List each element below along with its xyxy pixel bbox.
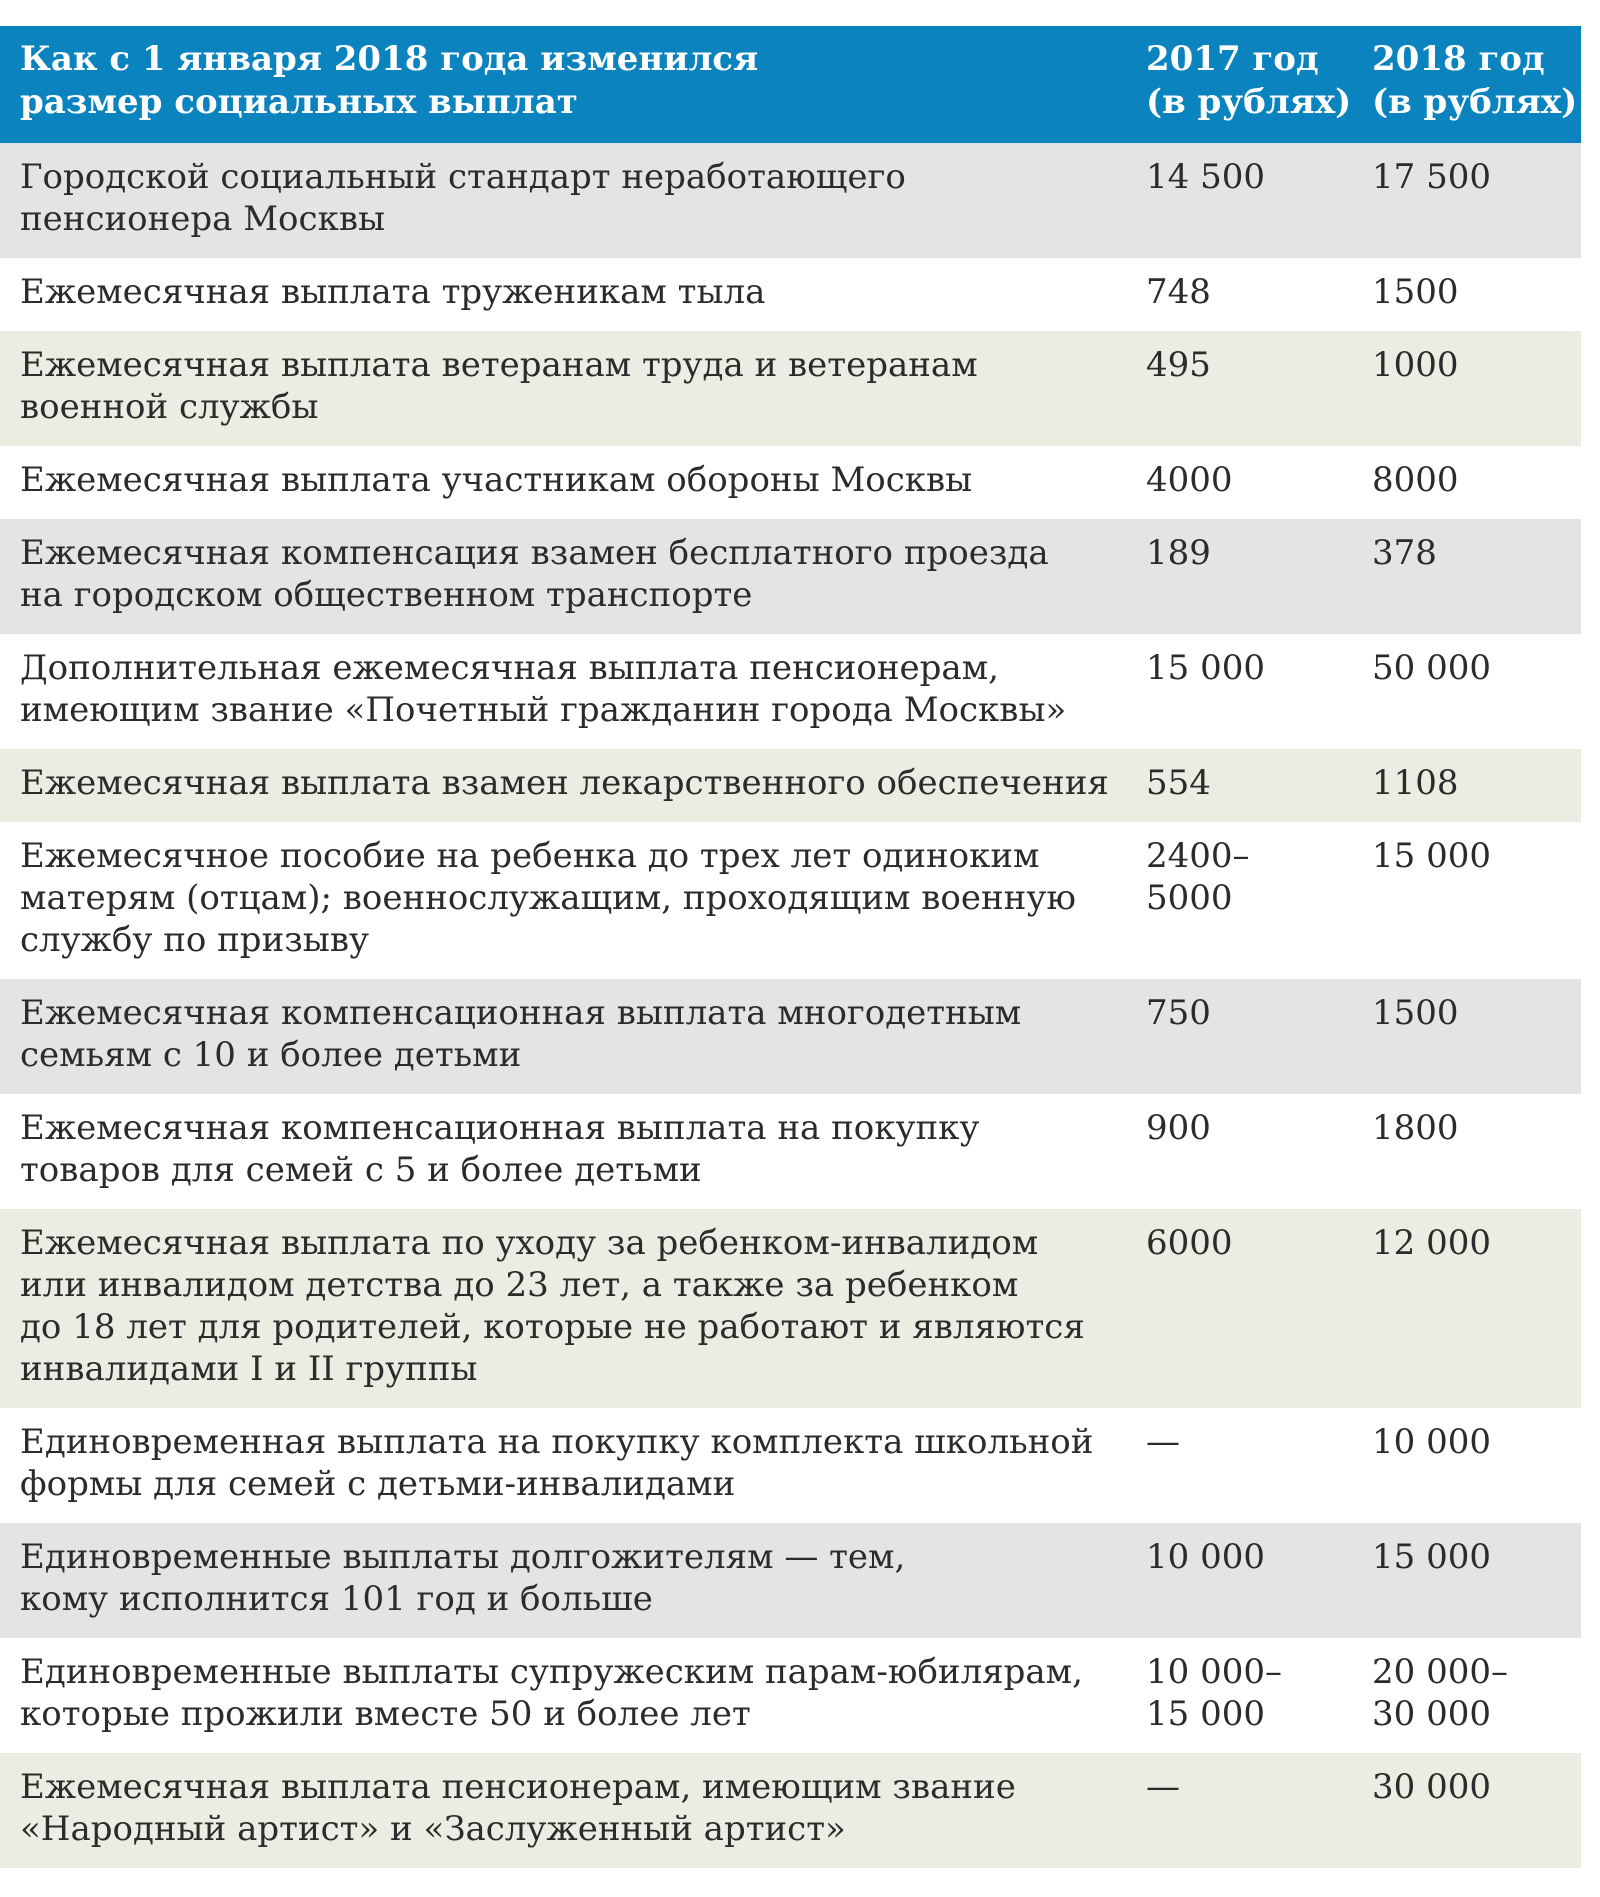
row-label: Ежемесячная компенсационная выплата многодетным семьям с 10 и более детьми bbox=[20, 993, 1022, 1075]
row-value-2017: 900 bbox=[1146, 1108, 1211, 1148]
column-header-2017: 2017 год (в рублях) bbox=[1146, 39, 1352, 122]
table-row bbox=[0, 1209, 1581, 1408]
row-label: Ежемесячная компенсационная выплата на покупку товаров для семей с 5 и более детьми bbox=[20, 1108, 980, 1190]
table-row bbox=[0, 258, 1581, 331]
row-value-2018: 30 000 bbox=[1372, 1767, 1491, 1807]
table-row bbox=[0, 143, 1581, 258]
row-value-2017: — bbox=[1146, 1422, 1180, 1462]
row-label: Единовременные выплаты долгожителям — тем, кому исполнится 101 год и больше bbox=[20, 1537, 906, 1619]
row-value-2017: 554 bbox=[1146, 763, 1211, 803]
row-value-2017: 10 000– 15 000 bbox=[1146, 1652, 1282, 1734]
row-value-2017: — bbox=[1146, 1767, 1180, 1807]
row-value-2018: 1000 bbox=[1372, 345, 1459, 385]
row-label: Ежемесячная компенсация взамен бесплатного проезда на городском общественном транспорте bbox=[20, 533, 1049, 615]
table-row bbox=[0, 1523, 1581, 1638]
row-value-2018: 1500 bbox=[1372, 993, 1459, 1033]
row-label: Ежемесячная выплата пенсионерам, имеющим звание «Народный артист» и «Заслуженный артист» bbox=[20, 1767, 1016, 1849]
row-value-2018: 1500 bbox=[1372, 272, 1459, 312]
row-label: Дополнительная ежемесячная выплата пенсионерам, имеющим звание «Почетный гражданин города Москвы» bbox=[20, 648, 1067, 730]
table-row bbox=[0, 1408, 1581, 1523]
row-label: Ежемесячная выплата труженикам тыла bbox=[20, 272, 766, 312]
table-row bbox=[0, 749, 1581, 822]
row-value-2018: 1800 bbox=[1372, 1108, 1459, 1148]
row-value-2017: 748 bbox=[1146, 272, 1211, 312]
row-value-2018: 10 000 bbox=[1372, 1422, 1491, 1462]
table-header bbox=[0, 26, 1581, 143]
row-value-2017: 495 bbox=[1146, 345, 1211, 385]
row-value-2018: 15 000 bbox=[1372, 1537, 1491, 1577]
table-row bbox=[0, 519, 1581, 634]
row-label: Единовременные выплаты супружеским парам-юбилярам, которые прожили вместе 50 и более лет bbox=[20, 1652, 1083, 1734]
table-row bbox=[0, 1753, 1581, 1868]
row-value-2018: 50 000 bbox=[1372, 648, 1491, 688]
row-value-2017: 10 000 bbox=[1146, 1537, 1265, 1577]
row-value-2018: 378 bbox=[1372, 533, 1437, 573]
row-label: Единовременная выплата на покупку комплекта школьной формы для семей с детьми-инвалидами bbox=[20, 1422, 1094, 1504]
row-label: Городской социальный стандарт неработающего пенсионера Москвы bbox=[20, 157, 906, 239]
row-value-2017: 14 500 bbox=[1146, 157, 1265, 197]
table-title: Как с 1 января 2018 года изменился размер социальных выплат bbox=[20, 39, 759, 122]
table-row bbox=[0, 446, 1581, 519]
table-row bbox=[0, 331, 1581, 446]
row-label: Ежемесячная выплата ветеранам труда и ветеранам военной службы bbox=[20, 345, 978, 427]
row-label: Ежемесячное пособие на ребенка до трех лет одиноким матерям (отцам); военнослужащим, проходящим военную службу по призыву bbox=[20, 836, 1076, 960]
row-value-2018: 17 500 bbox=[1372, 157, 1491, 197]
table-row bbox=[0, 822, 1581, 979]
row-value-2018: 12 000 bbox=[1372, 1223, 1491, 1263]
row-value-2017: 15 000 bbox=[1146, 648, 1265, 688]
row-value-2017: 6000 bbox=[1146, 1223, 1233, 1263]
column-header-2018: 2018 год (в рублях) bbox=[1372, 39, 1578, 122]
row-value-2018: 8000 bbox=[1372, 460, 1459, 500]
row-value-2017: 189 bbox=[1146, 533, 1211, 573]
table-row bbox=[0, 1638, 1581, 1753]
social-payments-table bbox=[0, 26, 1581, 1868]
row-label: Ежемесячная выплата взамен лекарственного обеспечения bbox=[20, 763, 1109, 803]
table-row bbox=[0, 979, 1581, 1094]
row-value-2018: 15 000 bbox=[1372, 836, 1491, 876]
row-value-2017: 2400– 5000 bbox=[1146, 836, 1250, 918]
row-label: Ежемесячная выплата участникам обороны Москвы bbox=[20, 460, 973, 500]
row-value-2018: 20 000– 30 000 bbox=[1372, 1652, 1508, 1734]
row-label: Ежемесячная выплата по уходу за ребенком-инвалидом или инвалидом детства до 23 лет, а также за ребенком до 18 лет для родителей, которые не работают и являются инвалидами I и II группы bbox=[20, 1223, 1085, 1389]
row-value-2017: 750 bbox=[1146, 993, 1211, 1033]
row-value-2018: 1108 bbox=[1372, 763, 1459, 803]
row-value-2017: 4000 bbox=[1146, 460, 1233, 500]
table-row bbox=[0, 634, 1581, 749]
table-row bbox=[0, 1094, 1581, 1209]
